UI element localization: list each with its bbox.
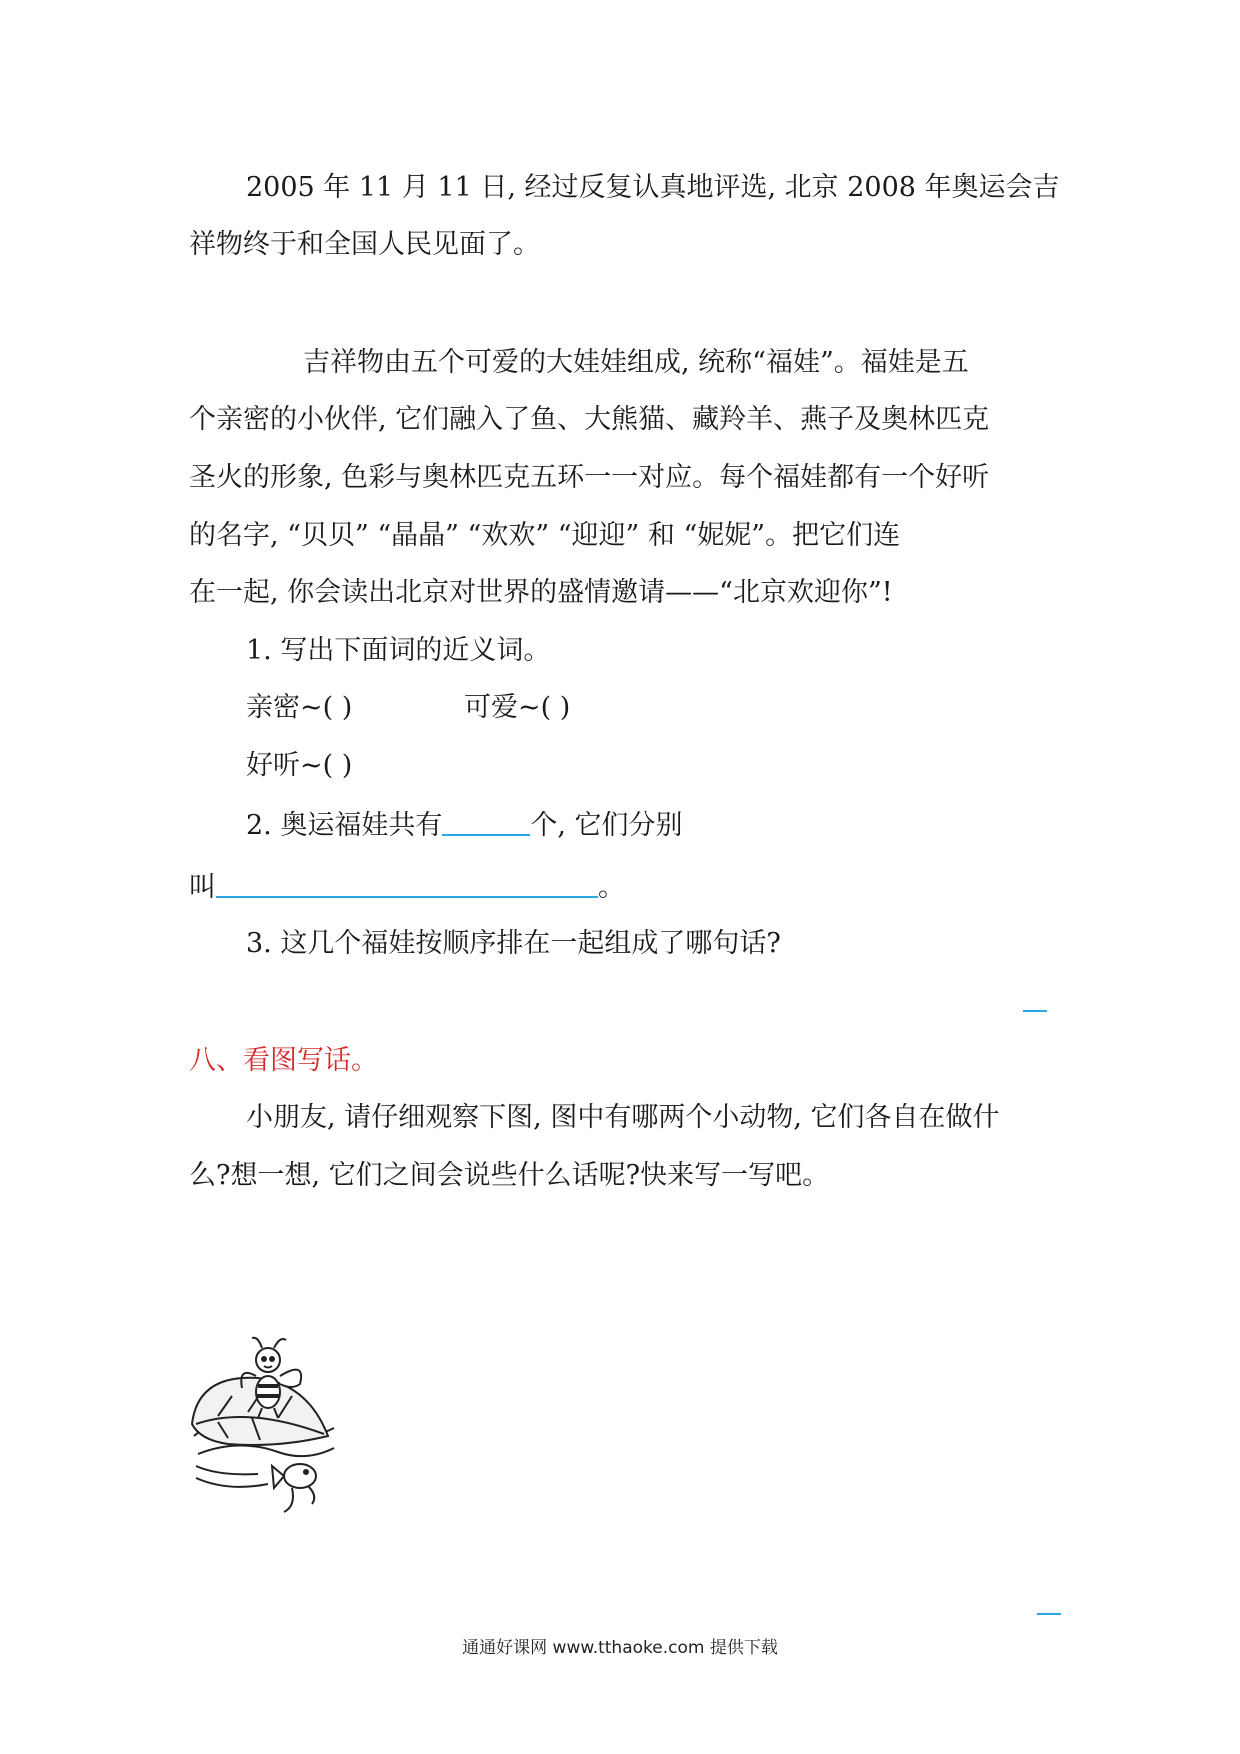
question-2-text: 个, 它们分别 (530, 810, 683, 841)
answer-line-mark (1023, 1010, 1047, 1012)
passage-line: 吉祥物由五个可爱的大娃娃组成, 统称“福娃”。福娃是五 (303, 347, 969, 378)
section-desc: 小朋友, 请仔细观察下图, 图中有哪两个小动物, 它们各自在做什 (246, 1102, 1000, 1133)
bee-on-leaf-and-fish-illustration (188, 1326, 338, 1514)
section-desc: 么?想一想, 它们之间会说些什么话呢?快来写一写吧。 (189, 1160, 830, 1191)
question-1: 1. 写出下面词的近义词。 (246, 635, 551, 666)
answer-line-mark (1037, 1613, 1061, 1615)
question-2-text: 2. 奥运福娃共有 (246, 810, 443, 841)
passage-line: 2005 年 11 月 11 日, 经过反复认真地评选, 北京 2008 年奥运会吉 (246, 172, 1060, 203)
question-2 (246, 804, 683, 846)
question-3: 3. 这几个福娃按顺序排在一起组成了哪句话? (246, 928, 781, 959)
question-2-text: 。 (598, 872, 625, 903)
synonym-item: 亲密~( ) (246, 692, 353, 723)
synonym-item: 可爱~( ) (464, 692, 571, 723)
passage-line: 个亲密的小伙伴, 它们融入了鱼、大熊猫、藏羚羊、燕子及奥林匹克 (189, 404, 990, 435)
passage-line: 在一起, 你会读出北京对世界的盛情邀请——“北京欢迎你”! (189, 577, 893, 608)
question-2-line2 (189, 866, 625, 908)
answer-blank[interactable] (442, 804, 530, 836)
passage-line: 的名字, “贝贝” “晶晶” “欢欢” “迎迎” 和 “妮妮”。把它们连 (189, 520, 901, 551)
answer-blank[interactable] (216, 866, 598, 898)
passage-line: 圣火的形象, 色彩与奥林匹克五环一一对应。每个福娃都有一个好听 (189, 462, 990, 493)
section-title: 八、看图写话。 (189, 1045, 378, 1076)
passage-line: 祥物终于和全国人民见面了。 (189, 229, 540, 260)
question-2-text: 叫 (189, 872, 216, 903)
synonym-item: 好听~( ) (246, 750, 353, 781)
footer: 通通好课网 www.tthaoke.com 提供下载 (462, 1638, 778, 1658)
